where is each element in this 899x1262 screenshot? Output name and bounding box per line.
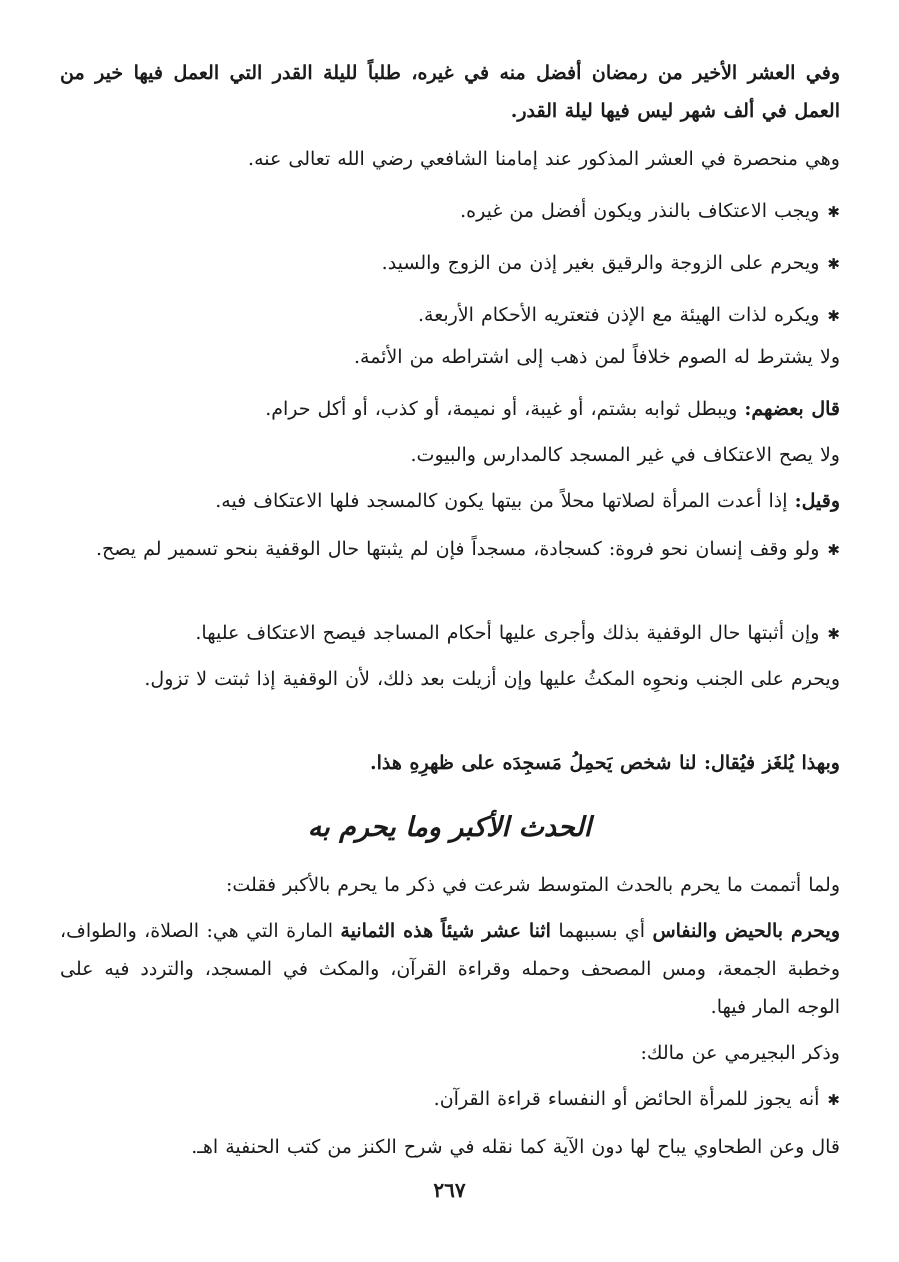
- bullet-icon: ✱: [827, 541, 840, 559]
- paragraph-lead: قال بعضهم:: [744, 398, 840, 420]
- paragraph-text: إذا أعدت المرأة لصلاتها محلاً من بيتها يكون كالمسجد فلها الاعتكاف فيه.: [215, 490, 788, 512]
- paragraph-hayd-nifas: [60, 912, 840, 1026]
- paragraph-text: وذكر البجيرمي عن مالك:: [640, 1042, 840, 1064]
- paragraph-ramadan-last-ten: [60, 54, 840, 130]
- paragraph-text: ولما أتممت ما يحرم بالحدث المتوسط شرعت في ذكر ما يحرم بالأكبر فقلت:: [225, 874, 840, 896]
- paragraph-bold-count: اثنا عشر شيئاً هذه الثمانية: [340, 920, 551, 942]
- paragraph-text: قال وعن الطحاوي يباح لها دون الآية كما نقله في شرح الكنز من كتب الحنفية اهـ.: [191, 1136, 840, 1158]
- paragraph-text: وإن أثبتها حال الوقفية بذلك وأجرى عليها أحكام المساجد فيصح الاعتكاف عليها.: [195, 622, 820, 644]
- paragraph-tahawi: [60, 1128, 840, 1166]
- bullet-icon: ✱: [827, 307, 840, 325]
- page-number: ٢٦٧: [433, 1178, 466, 1202]
- paragraph-text: أي بسببهما: [558, 920, 646, 942]
- bullet-athbataha: [60, 614, 840, 653]
- bullet-malik: [60, 1080, 840, 1119]
- bullet-icon: ✱: [827, 625, 840, 643]
- paragraph-text: ويحرم على الجنب ونحوِه المكثُ عليها وإن أزيلت بعد ذلك، لأن الوقفية إذا ثبتت لا تزول.: [144, 668, 840, 690]
- section-heading: الحدث الأكبر وما يحرم به: [307, 812, 592, 843]
- paragraph-riddle: [60, 744, 840, 782]
- paragraph-text: ويجب الاعتكاف بالنذر ويكون أفضل من غيره.: [460, 200, 820, 222]
- paragraph-text: ولو وقف إنسان نحو فروة: كسجادة، مسجداً فإن لم يثبتها حال الوقفية بنحو تسمير لم يصح.: [95, 538, 820, 560]
- paragraph-text: وفي العشر الأخير من رمضان أفضل منه في غيره، طلباً لليلة القدر التي العمل فيها خير من العمل في ألف شهر ليس فيها ليلة القدر.: [60, 62, 840, 122]
- paragraph-qala-badhum: [60, 390, 840, 428]
- paragraph-lead: وقيل:: [794, 490, 840, 512]
- bullet-icon: ✱: [827, 203, 840, 221]
- bullet-nadhr: [60, 192, 840, 231]
- paragraph-text: المارة التي هي: الصلاة، والطواف، وخطبة الجمعة، ومس المصحف وحمله وقراءة القرآن، والمكث في المسجد، والتردد فيه على الوجه المار فيها.: [60, 920, 840, 1018]
- paragraph-text: وهي منحصرة في العشر المذكور عند إمامنا الشافعي رضي الله تعالى عنه.: [248, 148, 840, 170]
- paragraph-bold-lead: ويحرم بالحيض والنفاس: [652, 920, 840, 942]
- paragraph-junub: [60, 660, 840, 698]
- paragraph-text: ويحرم على الزوجة والرقيق بغير إذن من الزوج والسيد.: [381, 252, 820, 274]
- paragraph-fasting-condition: [60, 338, 840, 376]
- paragraph-text: ويبطل ثوابه بشتم، أو غيبة، أو نميمة، أو كذب، أو أكل حرام.: [265, 398, 738, 420]
- paragraph-text: ولا يشترط له الصوم خلافاً لمن ذهب إلى اشتراطه من الأئمة.: [353, 346, 840, 368]
- paragraph-masjid-only: [60, 436, 840, 474]
- bullet-icon: ✱: [827, 1091, 840, 1109]
- bullet-makruh: [60, 296, 840, 335]
- paragraph-text: ولا يصح الاعتكاف في غير المسجد كالمدارس والبيوت.: [410, 444, 840, 466]
- paragraph-qila: [60, 482, 840, 520]
- paragraph-text: وبهذا يُلغَز فيُقال: لنا شخص يَحمِلُ مَسجِدَه على ظهرِهِ هذا.: [370, 752, 840, 774]
- bullet-icon: ✱: [827, 255, 840, 273]
- bullet-farwa: [60, 530, 840, 569]
- paragraph-text: ويكره لذات الهيئة مع الإذن فتعتريه الأحكام الأربعة.: [417, 304, 820, 326]
- paragraph-intro-akbar: [60, 866, 840, 904]
- paragraph-text: أنه يجوز للمرأة الحائض أو النفساء قراءة القرآن.: [433, 1088, 820, 1110]
- paragraph-shafii: [60, 140, 840, 178]
- paragraph-bujayrimi: [60, 1034, 840, 1072]
- bullet-wife-slave: [60, 244, 840, 283]
